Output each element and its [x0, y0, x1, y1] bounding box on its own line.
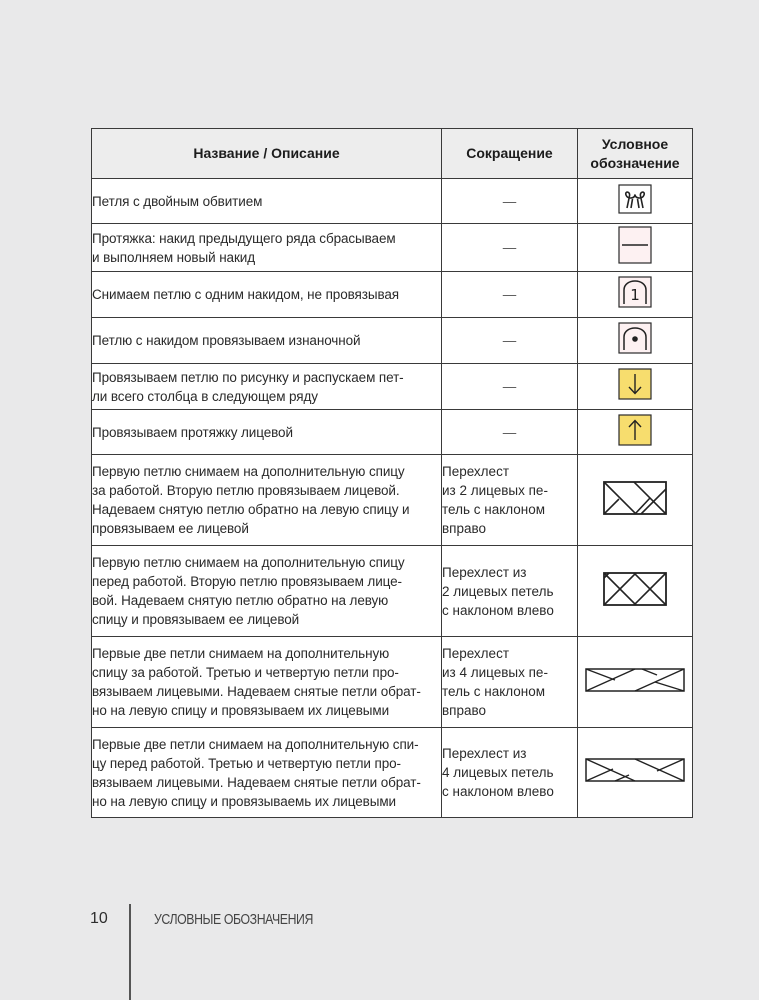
- description-line: Надеваем снятую петлю обратно на левую спицу и: [92, 502, 410, 517]
- description-line: Снимаем петлю с одним накидом, не провязывая: [92, 287, 399, 302]
- table-row: [92, 364, 693, 410]
- description-line: вой. Надеваем снятую петлю обратно на левую: [92, 593, 389, 608]
- description-line: перед работой. Вторую петлю провязываем лице-: [92, 574, 402, 589]
- description-line: за работой. Вторую петлю провязываем лицевой.: [92, 483, 400, 498]
- abbreviation-line: Перехлест из: [442, 746, 527, 761]
- page-number: 10: [90, 910, 108, 927]
- description-line: Первую петлю снимаем на дополнительную спицу: [92, 464, 405, 479]
- row-description: [92, 410, 442, 455]
- section-title: УСЛОВНЫЕ ОБОЗНАЧЕНИЯ: [154, 911, 313, 928]
- header-symbol: [578, 129, 693, 179]
- table-row: [92, 179, 693, 224]
- description-line: вязываем лицевыми. Надеваем снятые петли обрат-: [92, 684, 421, 699]
- row-description: [92, 224, 442, 272]
- description-line: Провязываем протяжку лицевой: [92, 424, 293, 440]
- row-description: [92, 318, 442, 364]
- row-abbreviation: [442, 179, 578, 224]
- description-line: но на левую спицу и провязываем их лицевыми: [92, 703, 390, 718]
- abbreviation-line: из 4 лицевых пе-: [442, 665, 548, 680]
- description-line: но на левую спицу и провязываемь их лицевыми: [92, 793, 396, 809]
- row-abbreviation: [442, 410, 578, 455]
- description-line: Петлю с накидом провязываем изнаночной: [92, 333, 361, 348]
- description-line: и выполняем новый накид: [92, 249, 255, 265]
- description-line: провязываем ее лицевой: [92, 521, 249, 536]
- abbreviation-line: Перехлест из: [442, 564, 527, 580]
- row-description: [92, 455, 442, 546]
- symbols-legend-table: [91, 128, 693, 818]
- row-description: [92, 179, 442, 224]
- row-abbreviation: [442, 364, 578, 410]
- description-line: цу перед работой. Третью и четвертую петли про-: [92, 755, 401, 771]
- description-line: Петля с двойным обвитием: [92, 193, 263, 209]
- abbreviation-line: —: [502, 333, 517, 348]
- row-abbreviation: [442, 728, 578, 818]
- abbreviation-line: вправо: [442, 703, 487, 718]
- arrow-down-icon: [618, 368, 652, 405]
- abbreviation-line: Перехлест: [442, 646, 509, 661]
- abbreviation-line: с наклоном влево: [442, 602, 554, 618]
- abbreviation-line: —: [502, 424, 517, 440]
- table-row: [92, 410, 693, 455]
- row-symbol: [578, 318, 693, 364]
- abbreviation-line: 4 лицевых петель: [442, 765, 554, 780]
- row-symbol: [578, 728, 693, 818]
- row-description: [92, 364, 442, 410]
- row-description: [92, 546, 442, 637]
- row-abbreviation: [442, 318, 578, 364]
- abbreviation-line: тель с наклоном: [442, 684, 546, 699]
- cross-4-left-icon: [585, 758, 685, 787]
- row-abbreviation: [442, 455, 578, 546]
- row-symbol: [578, 364, 693, 410]
- cross-4-right-icon: [585, 668, 685, 697]
- row-symbol: [578, 455, 693, 546]
- row-symbol: [578, 224, 693, 272]
- row-description: [92, 272, 442, 318]
- abbreviation-line: тель с наклоном: [442, 502, 546, 517]
- abbreviation-line: вправо: [442, 521, 487, 536]
- table-row: [92, 637, 693, 728]
- description-line: спицу за работой. Третью и четвертую петли про-: [92, 665, 399, 680]
- cross-2-right-icon: [603, 481, 667, 520]
- slip-one-yarnover-icon: [618, 276, 652, 313]
- header-name-description: Название / Описание: [92, 129, 442, 179]
- row-abbreviation: [442, 546, 578, 637]
- abbreviation-line: 2 лицевых петель: [442, 583, 554, 599]
- abbreviation-line: —: [502, 287, 517, 302]
- abbreviation-line: —: [502, 379, 517, 394]
- header-symbol-line1: Условное: [601, 135, 669, 152]
- row-symbol: [578, 546, 693, 637]
- table-row: [92, 728, 693, 818]
- row-symbol: [578, 410, 693, 455]
- row-abbreviation: [442, 272, 578, 318]
- abbreviation-line: из 2 лицевых пе-: [442, 483, 548, 498]
- dash-icon: [618, 226, 652, 269]
- dot-arch-icon: [618, 322, 652, 359]
- table-row: [92, 272, 693, 318]
- description-line: Первые две петли снимаем на дополнительную: [92, 646, 390, 661]
- description-line: вязываем лицевыми. Надеваем снятые петли обрат-: [92, 774, 421, 790]
- description-line: ли всего столбца в следующем ряду: [92, 388, 318, 404]
- abbreviation-line: —: [502, 240, 517, 255]
- double-wrap-loop-icon: [618, 184, 652, 219]
- row-description: [92, 728, 442, 818]
- header-abbreviation: Сокращение: [442, 129, 578, 179]
- table-header-row: [92, 129, 693, 179]
- row-symbol: [578, 179, 693, 224]
- table-row: [92, 546, 693, 637]
- cross-2-left-icon: [603, 572, 667, 611]
- description-line: Протяжка: накид предыдущего ряда сбрасываем: [92, 230, 396, 246]
- header-symbol-line2: обозначение: [590, 154, 680, 171]
- row-description: [92, 637, 442, 728]
- row-symbol: [578, 272, 693, 318]
- description-line: Первые две петли снимаем на дополнительную спи-: [92, 736, 419, 752]
- footer-divider: [129, 904, 131, 1000]
- description-line: спицу и провязываем ее лицевой: [92, 612, 300, 627]
- row-abbreviation: [442, 224, 578, 272]
- table-row: [92, 318, 693, 364]
- abbreviation-line: с наклоном влево: [442, 784, 554, 799]
- abbreviation-line: —: [502, 193, 517, 209]
- row-symbol: [578, 637, 693, 728]
- abbreviation-line: Перехлест: [442, 464, 509, 479]
- symbol-number-text: 1: [630, 286, 640, 304]
- description-line: Провязываем петлю по рисунку и распускаем пет-: [92, 369, 404, 385]
- table-row: [92, 455, 693, 546]
- description-line: Первую петлю снимаем на дополнительную спицу: [92, 555, 405, 570]
- arrow-up-icon: [618, 414, 652, 451]
- row-abbreviation: [442, 637, 578, 728]
- table-row: [92, 224, 693, 272]
